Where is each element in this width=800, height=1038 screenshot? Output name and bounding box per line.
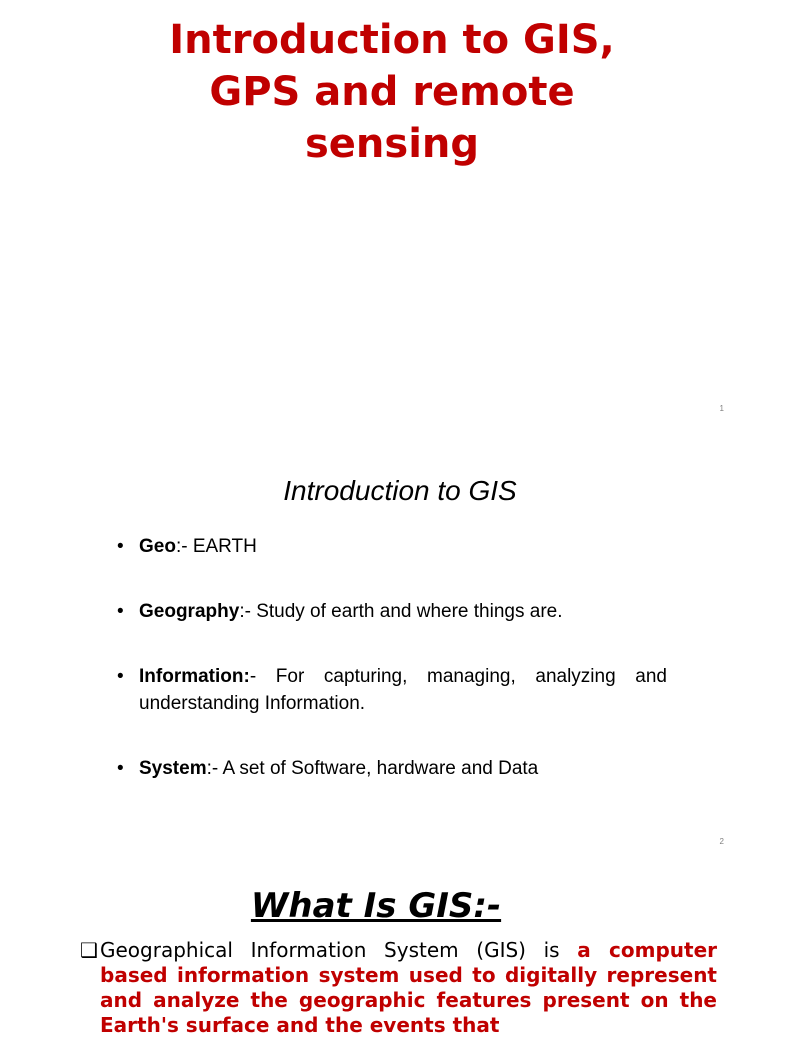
list-item [117, 755, 667, 782]
page-number: 2 [719, 837, 724, 846]
definition: :- Study of earth and where things are. [239, 601, 563, 622]
slide-1 [0, 0, 768, 432]
hollow-square-bullet-icon: ❑ [80, 938, 98, 962]
title-line-1: Introduction to GIS, [169, 17, 615, 63]
title-line-3: sensing [304, 121, 480, 167]
slide-2-title: Introduction to GIS [283, 475, 517, 506]
bullet-dot-icon: • [117, 666, 124, 687]
bullet-dot-icon: • [117, 758, 124, 779]
definition-highlight-text: a computer based information system used to digitally represent and analyze the geographic features present on the Earth's surface and the events that [100, 938, 718, 1037]
list-item [117, 663, 667, 717]
term: Geo [139, 536, 176, 557]
gis-definition-paragraph [80, 938, 717, 1038]
slide-3 [0, 866, 768, 1037]
definition-plain-text: Geographical Information System (GIS) is [100, 938, 578, 962]
list-item [117, 598, 667, 625]
term: Information: [139, 666, 250, 687]
slide-2 [0, 433, 768, 865]
slide-3-title: What Is GIS:- [250, 886, 502, 926]
definition: :- A set of Software, hardware and Data [206, 758, 539, 779]
term: System [139, 758, 207, 779]
bullet-dot-icon: • [117, 536, 124, 557]
term: Geography [139, 601, 240, 622]
slide-1-title [0, 14, 784, 170]
definition: :- EARTH [175, 536, 257, 557]
title-line-2: GPS and remote [209, 69, 575, 115]
page-number: 1 [719, 404, 724, 413]
list-item [117, 533, 667, 560]
bullet-dot-icon: • [117, 601, 124, 622]
definition: - For capturing, managing, analyzing and understanding Information. [139, 666, 667, 714]
